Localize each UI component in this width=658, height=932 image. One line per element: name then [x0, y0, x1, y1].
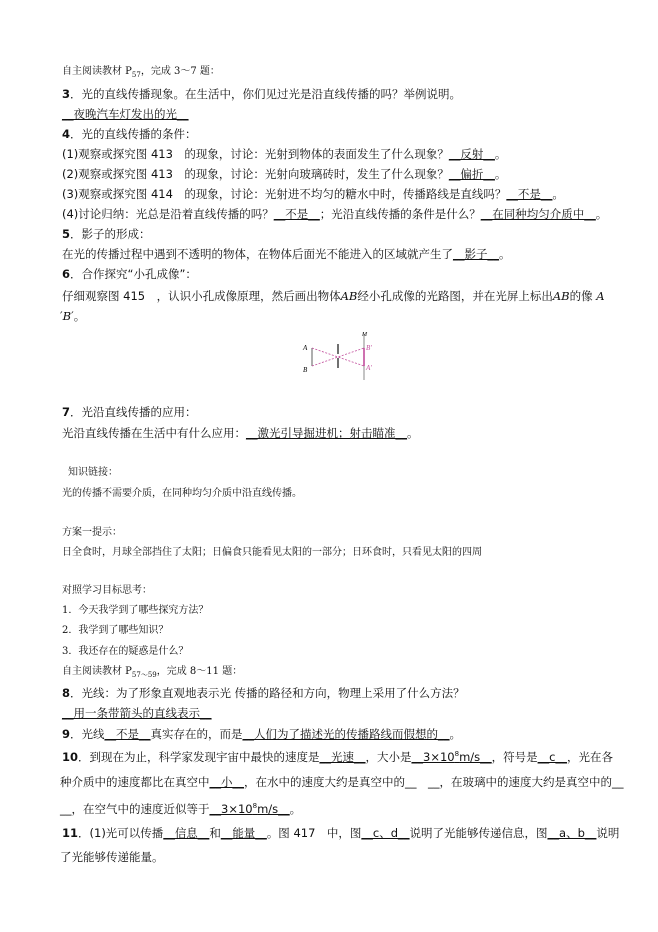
question-6-text-line-2: ′B′。 — [60, 309, 86, 323]
question-4-line-2: (2)观察或探究图 413 的现象，讨论：光射向玻璃砖时，发生了什么现象？__偏折__。 — [62, 167, 507, 181]
question-4-line-1: (1)观察或探究图 413 的现象，讨论：光射到物体的表面发生了什么现象？__反射__。 — [62, 147, 507, 161]
label-a: A — [303, 344, 308, 352]
answer-refraction: __偏折__ — [448, 167, 495, 181]
reading-instruction-1: 自主阅读教材 $P_{57}$，完成 3～7 题： — [62, 66, 220, 79]
question-7-text: 光沿直线传播在生活中有什么应用：__激光引导掘进机；射击瞄准__。 — [62, 426, 419, 440]
question-6-text-line-1: 仔细观察图 415 ，认识小孔成像原理，然后画出物体AB经小孔成像的光路图，并在光屏上标出AB的像 A — [62, 289, 605, 303]
question-5-title: 5．影子的形成： — [62, 227, 151, 241]
question-5-text: 在光的传播过程中遇到不透明的物体，在物体后面光不能进入的区域就产生了__影子__。 — [62, 247, 511, 261]
question-9: 9．光线__不是__真实存在的，而是__人们为了描述光的传播路线而假想的__。 — [62, 727, 462, 741]
question-4-title: 4．光的直线传播的条件： — [62, 127, 197, 141]
answer-reflection: __反射__ — [448, 147, 495, 161]
pinhole-diagram — [300, 328, 380, 384]
hint-text: 日全食时，月球全部挡住了太阳；日偏食只能看见太阳的一部分；日环食时，只看见太阳的四周 — [62, 547, 482, 558]
reflection-item: 1．今天我学到了哪些探究方法？ — [62, 605, 209, 616]
label-b: B — [303, 366, 308, 374]
hint-title: 方案一提示： — [62, 527, 122, 538]
question-11-line-2: 了光能够传递能量。 — [60, 850, 164, 864]
label-m: M — [362, 332, 367, 338]
answer-not-straight: __不是__ — [506, 187, 553, 201]
question-8-answer: __用一条带箭头的直线表示__ — [62, 706, 212, 720]
knowledge-link-text: 光的传播不需要介质，在同种均匀介质中沿直线传播。 — [62, 488, 302, 499]
question-10-line-2: 种介质中的速度都比在真空中__小__，在水中的速度大约是真空中的__ __，在玻璃中的速度大约是真空中的__ — [60, 775, 624, 789]
question-10-line-1: 10．到现在为止，科学家发现宇宙中最快的速度是__光速__，大小是$\_\_3\times 10^8m/s\_\_$，符号是__c__，光在各 — [62, 749, 613, 764]
question-6-title: 6．合作探究“小孔成像”： — [62, 267, 197, 281]
question-3-answer: __夜晚汽车灯发出的光__ — [62, 107, 189, 121]
reading-instruction-2: 自主阅读教材 $P_{57\sim 59}$，完成 8～11 题： — [62, 666, 243, 679]
question-7-title: 7．光沿直线传播的应用： — [62, 405, 197, 419]
label-b-prime: B′ — [366, 344, 372, 352]
question-10-line-3: __，在空气中的速度近似等于$\_\_3\times 10^8m/s\_\_$。 — [60, 801, 302, 816]
question-4-line-3: (3)观察或探究图 414 的现象，讨论：光射进不均匀的糖水中时，传播路线是直线吗？__不是__。 — [62, 187, 564, 201]
reflection-title: 对照学习目标思考： — [62, 585, 152, 596]
label-a-prime: A′ — [366, 364, 372, 372]
question-4-line-4: (4)讨论归纳：光总是沿着直线传播的吗？__不是__；光沿直线传播的条件是什么？__在同种均匀介质中__。 — [62, 207, 608, 221]
reflection-item: 3．我还存在的疑惑是什么？ — [62, 646, 189, 657]
reflection-item: 2．我学到了哪些知识？ — [62, 625, 169, 636]
question-3: 3．光的直线传播现象。在生活中，你们见过光是沿直线传播的吗？举例说明。 — [62, 87, 462, 101]
question-8: 8．光线：为了形象直观地表示光 传播的路径和方向，物理上采用了什么方法？ — [62, 686, 465, 700]
knowledge-link-title: 知识链接： — [68, 467, 118, 478]
question-11-line-1: 11．(1)光可以传播__信息__和__能量__。图 417 中，图__c、d__说明了光能够传递信息，图__a、b__说明 — [62, 826, 620, 840]
